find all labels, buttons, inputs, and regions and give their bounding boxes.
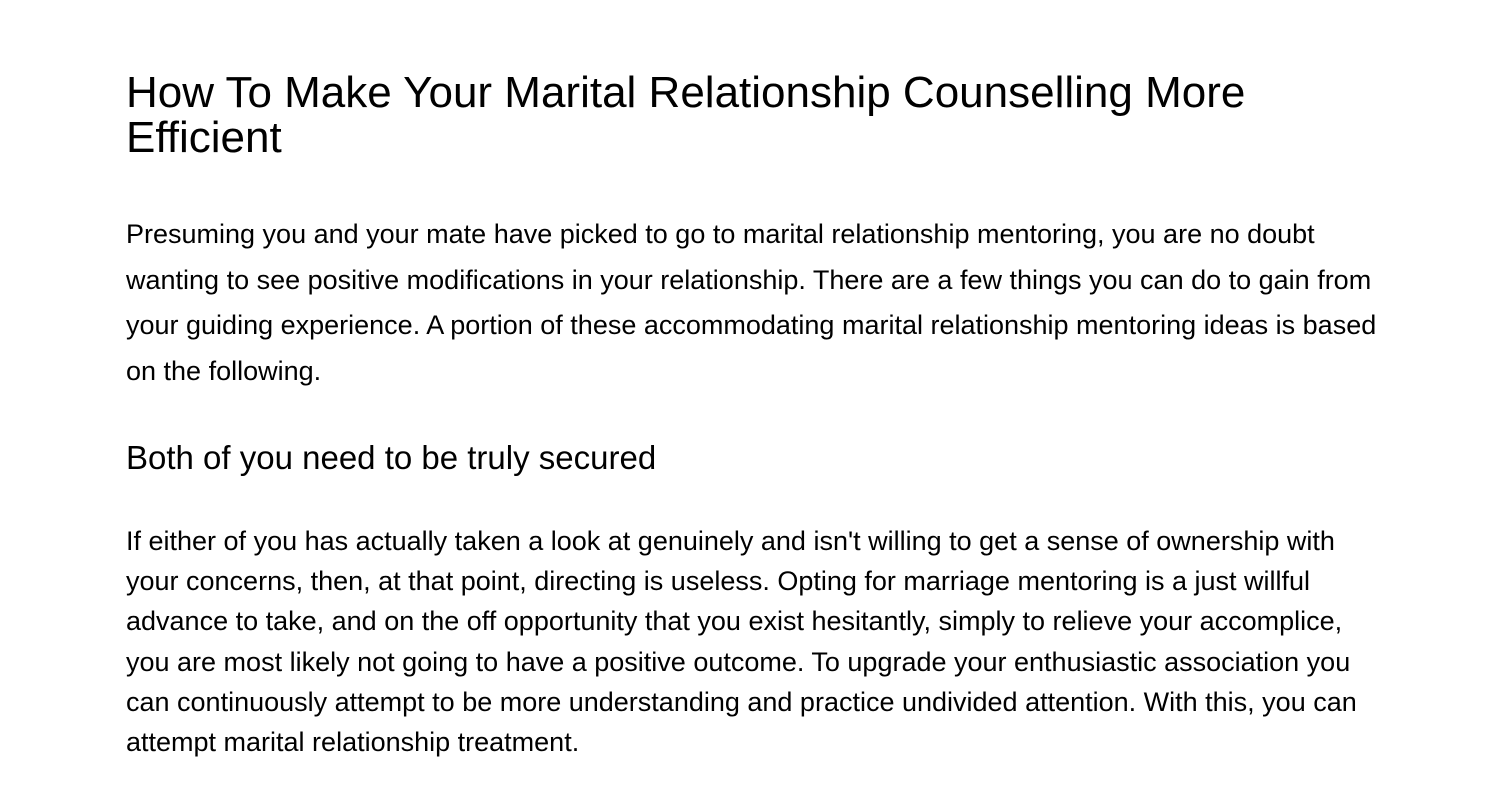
section-paragraph: If either of you has actually taken a look at genuinely and isn't willing to get a sense of ownership with your concerns, then, at that point, directing is useless. Opting for marriage mentoring is a just willful advance to take, and on the off opportunity that you exist hesitantly, simply to relieve your accomplice, you are most likely not going to have a positive outcome. To upgrade your enthusiastic association you can continuously attempt to be more understanding and practice undivided attention. With this, you can attempt marital relationship treatment. xyxy=(126,526,1357,758)
section-heading: Both of you need to be truly secured xyxy=(126,439,657,476)
intro-paragraph: Presuming you and your mate have picked to go to marital relationship mentoring, you are no doubt wanting to see positive modifications in your relationship. There are a few things you can do to gain from your guiding experience. A portion of these accommodating marital relationship mentoring ideas is based on the following. xyxy=(126,219,1377,386)
page-title: How To Make Your Marital Relationship Counselling More Efficient xyxy=(126,68,1246,162)
